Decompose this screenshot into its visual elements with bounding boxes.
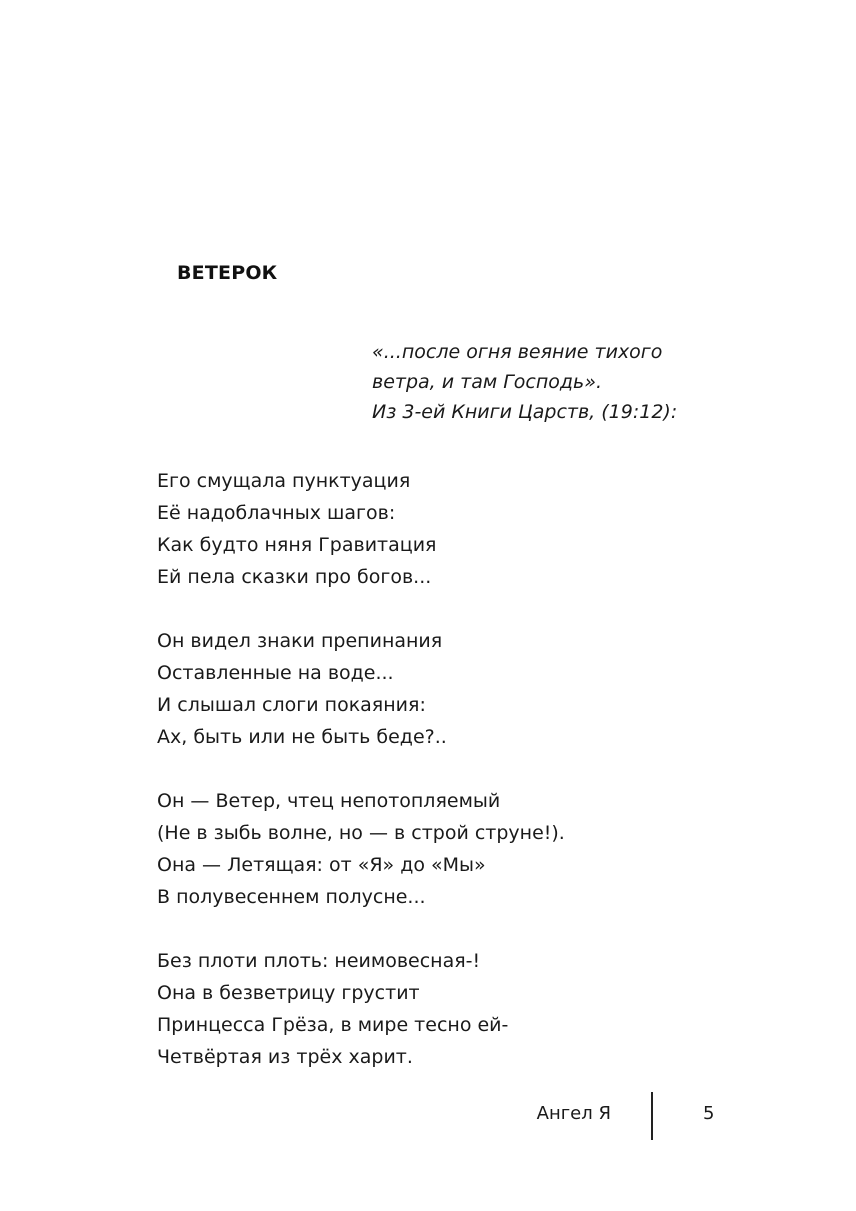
poem-line: В полувесеннем полусне... bbox=[157, 886, 426, 908]
poem-line: Её надоблачных шагов: bbox=[157, 502, 396, 524]
poem-line: Она в безветрицу грустит bbox=[157, 982, 420, 1004]
stanza-2 bbox=[157, 625, 565, 753]
epigraph-source: Из 3-ей Книги Царств, (19:12): bbox=[372, 401, 678, 423]
poem-line: Ей пела сказки про богов... bbox=[157, 566, 432, 588]
poem-line: Без плоти плоть: неимовесная-! bbox=[157, 950, 481, 972]
page-number: 5 bbox=[703, 1103, 715, 1124]
epigraph bbox=[372, 337, 677, 427]
stanza-1 bbox=[157, 465, 565, 593]
poem-title: ВЕТЕРОК bbox=[177, 262, 278, 284]
poem-line: Он — Ветер, чтец непотопляемый bbox=[157, 790, 501, 812]
poem-body bbox=[157, 465, 565, 1073]
poem-line: Она — Летящая: от «Я» до «Мы» bbox=[157, 854, 486, 876]
poem-line: Он видел знаки препинания bbox=[157, 630, 443, 652]
stanza-3 bbox=[157, 785, 565, 913]
stanza-4 bbox=[157, 945, 565, 1073]
poem-line: Принцесса Грёза, в мире тесно ей- bbox=[157, 1014, 509, 1036]
poem-line: И слышал слоги покаяния: bbox=[157, 694, 426, 716]
poem-line: Ах, быть или не быть беде?.. bbox=[157, 726, 447, 748]
footer-author: Ангел Я bbox=[536, 1103, 611, 1124]
poem-line: Оставленные на воде... bbox=[157, 662, 394, 684]
poem-line: Четвёртая из трёх харит. bbox=[157, 1046, 413, 1068]
epigraph-line: «...после огня веяние тихого bbox=[372, 341, 663, 363]
poem-line: Как будто няня Гравитация bbox=[157, 534, 437, 556]
footer-divider bbox=[651, 1092, 653, 1140]
poem-line: Его смущала пунктуация bbox=[157, 470, 411, 492]
poem-line: (Не в зыбь волне, но — в строй струне!). bbox=[157, 822, 565, 844]
epigraph-line: ветра, и там Господь». bbox=[372, 371, 603, 393]
